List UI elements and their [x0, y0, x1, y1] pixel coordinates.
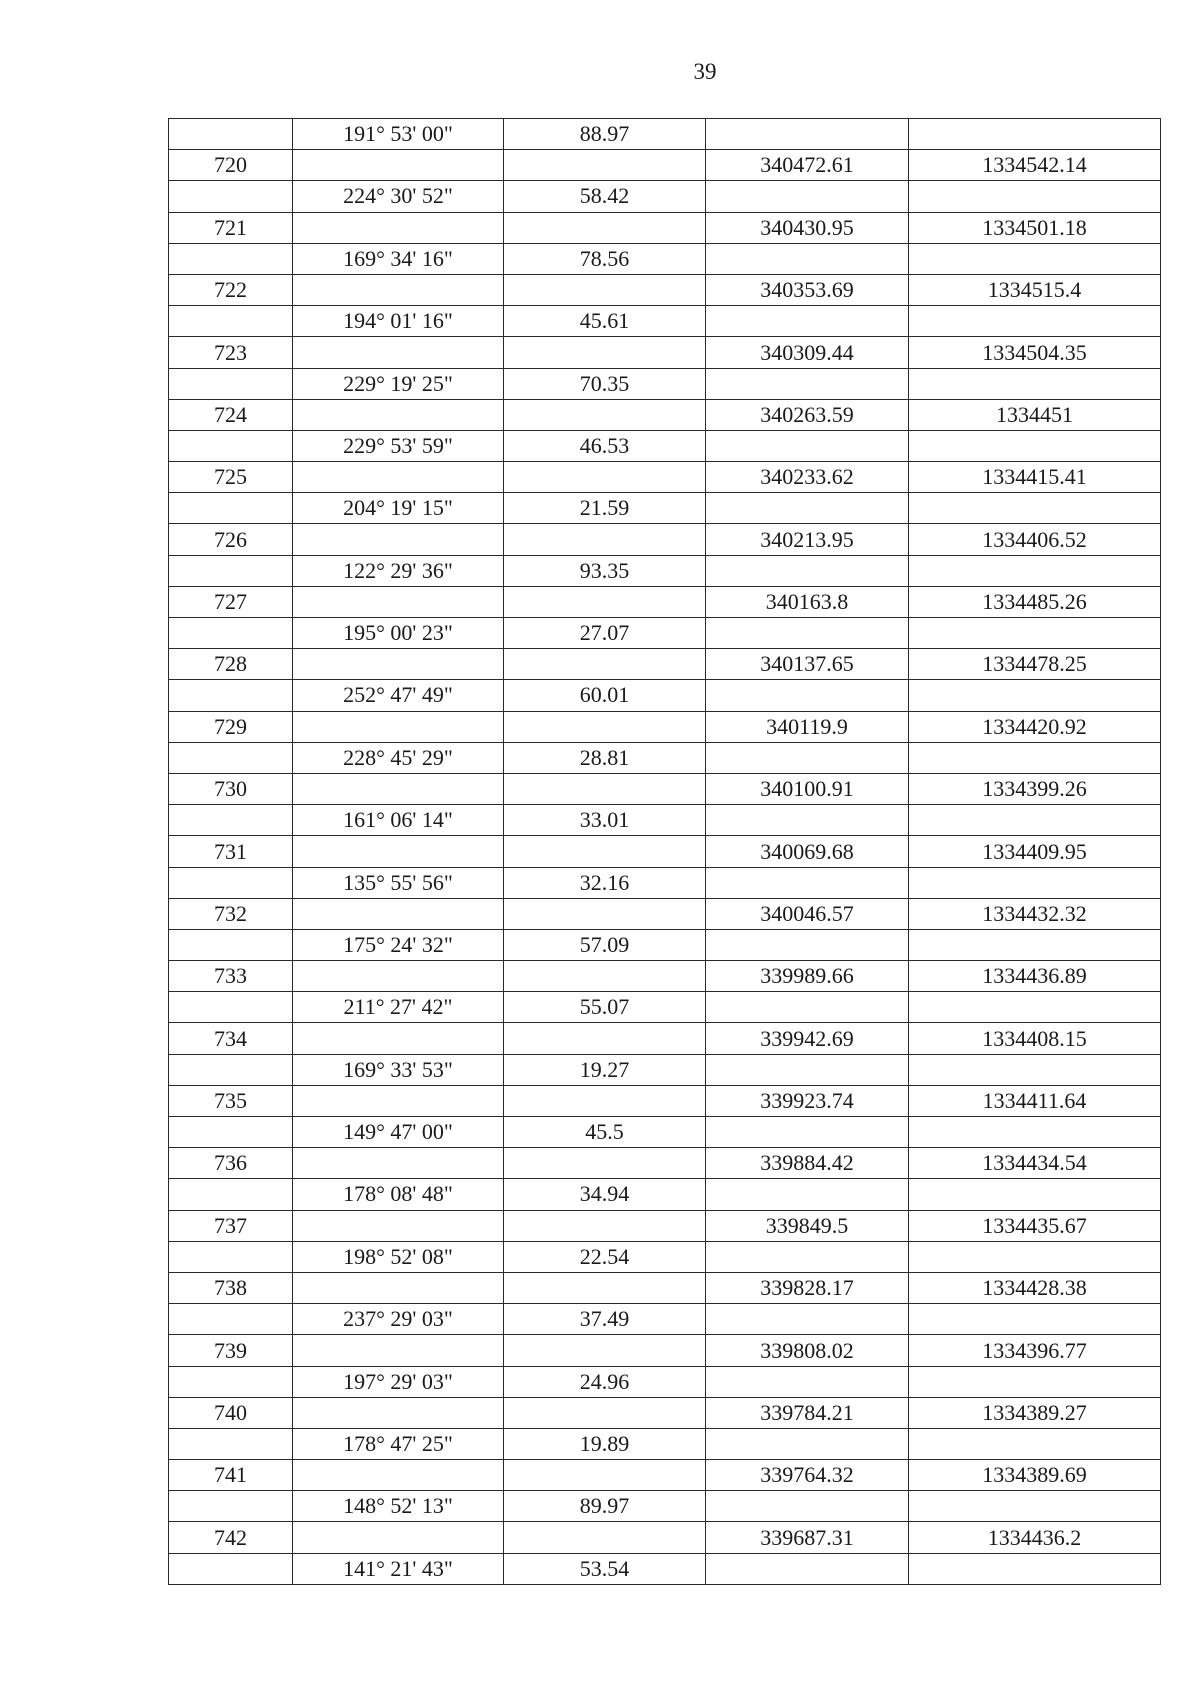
- distance-cell: 55.07: [504, 992, 706, 1023]
- easting-cell: 1334399.26: [909, 773, 1161, 804]
- station-cell: 742: [169, 1522, 293, 1553]
- easting-cell: 1334436.89: [909, 961, 1161, 992]
- station-cell: [169, 181, 293, 212]
- station-cell: [169, 368, 293, 399]
- station-cell: [169, 306, 293, 337]
- distance-cell: [504, 711, 706, 742]
- leg-row: [169, 1179, 1161, 1210]
- northing-cell: 340213.95: [706, 524, 909, 555]
- station-cell: [169, 1428, 293, 1459]
- distance-cell: 28.81: [504, 742, 706, 773]
- station-row: [169, 150, 1161, 181]
- easting-cell: 1334504.35: [909, 337, 1161, 368]
- bearing-cell: 194° 01' 16": [293, 306, 504, 337]
- bearing-cell: [293, 337, 504, 368]
- distance-cell: 53.54: [504, 1553, 706, 1584]
- distance-cell: 78.56: [504, 243, 706, 274]
- distance-cell: 21.59: [504, 493, 706, 524]
- bearing-cell: 229° 19' 25": [293, 368, 504, 399]
- northing-cell: [706, 1366, 909, 1397]
- northing-cell: [706, 181, 909, 212]
- distance-cell: [504, 1272, 706, 1303]
- northing-cell: [706, 1428, 909, 1459]
- easting-cell: [909, 680, 1161, 711]
- northing-cell: 340163.8: [706, 586, 909, 617]
- bearing-cell: 149° 47' 00": [293, 1117, 504, 1148]
- easting-cell: 1334409.95: [909, 836, 1161, 867]
- distance-cell: [504, 1023, 706, 1054]
- distance-cell: [504, 773, 706, 804]
- easting-cell: 1334435.67: [909, 1210, 1161, 1241]
- station-cell: 723: [169, 337, 293, 368]
- station-row: [169, 898, 1161, 929]
- bearing-cell: [293, 961, 504, 992]
- station-cell: [169, 1304, 293, 1335]
- station-cell: [169, 867, 293, 898]
- distance-cell: 19.89: [504, 1428, 706, 1459]
- northing-cell: [706, 430, 909, 461]
- bearing-cell: 224° 30' 52": [293, 181, 504, 212]
- northing-cell: 340119.9: [706, 711, 909, 742]
- station-row: [169, 1272, 1161, 1303]
- easting-cell: [909, 1304, 1161, 1335]
- station-cell: 738: [169, 1272, 293, 1303]
- bearing-cell: 148° 52' 13": [293, 1491, 504, 1522]
- distance-cell: [504, 898, 706, 929]
- bearing-cell: [293, 586, 504, 617]
- station-row: [169, 711, 1161, 742]
- bearing-cell: [293, 1272, 504, 1303]
- northing-cell: [706, 1304, 909, 1335]
- easting-cell: [909, 929, 1161, 960]
- northing-cell: 340046.57: [706, 898, 909, 929]
- northing-cell: 339687.31: [706, 1522, 909, 1553]
- station-cell: 737: [169, 1210, 293, 1241]
- bearing-cell: 191° 53' 00": [293, 119, 504, 150]
- distance-cell: 46.53: [504, 430, 706, 461]
- station-row: [169, 649, 1161, 680]
- station-cell: [169, 1179, 293, 1210]
- northing-cell: 340100.91: [706, 773, 909, 804]
- northing-cell: [706, 805, 909, 836]
- distance-cell: [504, 1148, 706, 1179]
- northing-cell: [706, 1553, 909, 1584]
- easting-cell: 1334451: [909, 399, 1161, 430]
- bearing-cell: [293, 1397, 504, 1428]
- station-cell: 730: [169, 773, 293, 804]
- northing-cell: 339884.42: [706, 1148, 909, 1179]
- northing-cell: [706, 1054, 909, 1085]
- northing-cell: [706, 306, 909, 337]
- northing-cell: [706, 1241, 909, 1272]
- station-cell: [169, 1117, 293, 1148]
- easting-cell: 1334432.32: [909, 898, 1161, 929]
- leg-row: [169, 1366, 1161, 1397]
- leg-row: [169, 493, 1161, 524]
- bearing-cell: [293, 1023, 504, 1054]
- distance-cell: [504, 961, 706, 992]
- station-row: [169, 1397, 1161, 1428]
- leg-row: [169, 306, 1161, 337]
- northing-cell: [706, 119, 909, 150]
- distance-cell: [504, 150, 706, 181]
- bearing-cell: [293, 836, 504, 867]
- station-cell: [169, 742, 293, 773]
- leg-row: [169, 742, 1161, 773]
- station-row: [169, 337, 1161, 368]
- bearing-cell: [293, 524, 504, 555]
- easting-cell: 1334428.38: [909, 1272, 1161, 1303]
- easting-cell: [909, 243, 1161, 274]
- distance-cell: 37.49: [504, 1304, 706, 1335]
- distance-cell: 88.97: [504, 119, 706, 150]
- bearing-cell: 175° 24' 32": [293, 929, 504, 960]
- station-cell: 727: [169, 586, 293, 617]
- northing-cell: [706, 493, 909, 524]
- station-cell: [169, 680, 293, 711]
- leg-row: [169, 805, 1161, 836]
- northing-cell: [706, 680, 909, 711]
- station-cell: [169, 493, 293, 524]
- easting-cell: 1334389.27: [909, 1397, 1161, 1428]
- station-cell: [169, 929, 293, 960]
- northing-cell: 339989.66: [706, 961, 909, 992]
- bearing-cell: 228° 45' 29": [293, 742, 504, 773]
- easting-cell: [909, 867, 1161, 898]
- easting-cell: [909, 1054, 1161, 1085]
- northing-cell: [706, 1117, 909, 1148]
- leg-row: [169, 1054, 1161, 1085]
- station-row: [169, 586, 1161, 617]
- distance-cell: [504, 1335, 706, 1366]
- distance-cell: 19.27: [504, 1054, 706, 1085]
- station-cell: 740: [169, 1397, 293, 1428]
- distance-cell: [504, 1522, 706, 1553]
- easting-cell: [909, 493, 1161, 524]
- northing-cell: [706, 929, 909, 960]
- easting-cell: [909, 992, 1161, 1023]
- northing-cell: 339764.32: [706, 1460, 909, 1491]
- bearing-cell: 169° 33' 53": [293, 1054, 504, 1085]
- station-cell: 721: [169, 212, 293, 243]
- distance-cell: [504, 399, 706, 430]
- station-cell: [169, 1553, 293, 1584]
- easting-cell: 1334436.2: [909, 1522, 1161, 1553]
- easting-cell: [909, 618, 1161, 649]
- station-row: [169, 773, 1161, 804]
- leg-row: [169, 867, 1161, 898]
- station-cell: [169, 1241, 293, 1272]
- leg-row: [169, 992, 1161, 1023]
- station-row: [169, 1522, 1161, 1553]
- easting-cell: [909, 555, 1161, 586]
- station-cell: 741: [169, 1460, 293, 1491]
- bearing-cell: [293, 898, 504, 929]
- northing-cell: 340309.44: [706, 337, 909, 368]
- leg-row: [169, 1428, 1161, 1459]
- northing-cell: 339784.21: [706, 1397, 909, 1428]
- easting-cell: [909, 181, 1161, 212]
- distance-cell: 58.42: [504, 181, 706, 212]
- easting-cell: 1334542.14: [909, 150, 1161, 181]
- northing-cell: [706, 243, 909, 274]
- distance-cell: [504, 586, 706, 617]
- leg-row: [169, 1491, 1161, 1522]
- easting-cell: 1334415.41: [909, 462, 1161, 493]
- station-row: [169, 1023, 1161, 1054]
- leg-row: [169, 555, 1161, 586]
- distance-cell: 60.01: [504, 680, 706, 711]
- bearing-cell: 229° 53' 59": [293, 430, 504, 461]
- northing-cell: 340233.62: [706, 462, 909, 493]
- station-cell: 726: [169, 524, 293, 555]
- bearing-cell: [293, 274, 504, 305]
- station-cell: 733: [169, 961, 293, 992]
- leg-row: [169, 1117, 1161, 1148]
- easting-cell: 1334485.26: [909, 586, 1161, 617]
- distance-cell: [504, 337, 706, 368]
- station-cell: 729: [169, 711, 293, 742]
- easting-cell: [909, 306, 1161, 337]
- easting-cell: [909, 1553, 1161, 1584]
- distance-cell: [504, 649, 706, 680]
- easting-cell: 1334515.4: [909, 274, 1161, 305]
- northing-cell: [706, 555, 909, 586]
- leg-row: [169, 929, 1161, 960]
- bearing-cell: [293, 1522, 504, 1553]
- northing-cell: 339808.02: [706, 1335, 909, 1366]
- easting-cell: 1334420.92: [909, 711, 1161, 742]
- station-cell: 736: [169, 1148, 293, 1179]
- leg-row: [169, 1241, 1161, 1272]
- northing-cell: [706, 368, 909, 399]
- station-cell: [169, 805, 293, 836]
- station-row: [169, 1210, 1161, 1241]
- station-cell: 731: [169, 836, 293, 867]
- easting-cell: [909, 119, 1161, 150]
- easting-cell: 1334408.15: [909, 1023, 1161, 1054]
- northing-cell: [706, 742, 909, 773]
- traverse-table-body: [169, 119, 1161, 1585]
- distance-cell: 45.5: [504, 1117, 706, 1148]
- easting-cell: 1334478.25: [909, 649, 1161, 680]
- northing-cell: [706, 992, 909, 1023]
- station-cell: 735: [169, 1085, 293, 1116]
- easting-cell: 1334406.52: [909, 524, 1161, 555]
- station-cell: [169, 555, 293, 586]
- station-row: [169, 836, 1161, 867]
- easting-cell: [909, 430, 1161, 461]
- distance-cell: [504, 1210, 706, 1241]
- distance-cell: 34.94: [504, 1179, 706, 1210]
- bearing-cell: [293, 1335, 504, 1366]
- station-cell: [169, 243, 293, 274]
- distance-cell: [504, 212, 706, 243]
- distance-cell: 24.96: [504, 1366, 706, 1397]
- leg-row: [169, 618, 1161, 649]
- distance-cell: [504, 1397, 706, 1428]
- station-cell: 739: [169, 1335, 293, 1366]
- distance-cell: 89.97: [504, 1491, 706, 1522]
- station-cell: 722: [169, 274, 293, 305]
- bearing-cell: [293, 399, 504, 430]
- station-row: [169, 524, 1161, 555]
- station-row: [169, 399, 1161, 430]
- bearing-cell: [293, 1210, 504, 1241]
- distance-cell: [504, 1085, 706, 1116]
- station-cell: [169, 430, 293, 461]
- distance-cell: 93.35: [504, 555, 706, 586]
- northing-cell: 340353.69: [706, 274, 909, 305]
- bearing-cell: 197° 29' 03": [293, 1366, 504, 1397]
- distance-cell: [504, 836, 706, 867]
- traverse-table: [168, 118, 1161, 1585]
- northing-cell: 339942.69: [706, 1023, 909, 1054]
- easting-cell: 1334501.18: [909, 212, 1161, 243]
- bearing-cell: [293, 212, 504, 243]
- easting-cell: 1334411.64: [909, 1085, 1161, 1116]
- station-row: [169, 1148, 1161, 1179]
- bearing-cell: 252° 47' 49": [293, 680, 504, 711]
- leg-row: [169, 1304, 1161, 1335]
- easting-cell: [909, 1241, 1161, 1272]
- easting-cell: [909, 1117, 1161, 1148]
- easting-cell: 1334389.69: [909, 1460, 1161, 1491]
- bearing-cell: 169° 34' 16": [293, 243, 504, 274]
- bearing-cell: [293, 1148, 504, 1179]
- northing-cell: [706, 1179, 909, 1210]
- station-cell: [169, 1366, 293, 1397]
- bearing-cell: 178° 47' 25": [293, 1428, 504, 1459]
- distance-cell: 22.54: [504, 1241, 706, 1272]
- distance-cell: 33.01: [504, 805, 706, 836]
- easting-cell: [909, 1366, 1161, 1397]
- bearing-cell: 135° 55' 56": [293, 867, 504, 898]
- bearing-cell: [293, 1085, 504, 1116]
- leg-row: [169, 181, 1161, 212]
- station-row: [169, 1335, 1161, 1366]
- leg-row: [169, 119, 1161, 150]
- easting-cell: [909, 805, 1161, 836]
- northing-cell: 339923.74: [706, 1085, 909, 1116]
- easting-cell: 1334396.77: [909, 1335, 1161, 1366]
- page-number: 39: [693, 59, 717, 84]
- station-cell: 724: [169, 399, 293, 430]
- leg-row: [169, 680, 1161, 711]
- bearing-cell: 195° 00' 23": [293, 618, 504, 649]
- northing-cell: 340069.68: [706, 836, 909, 867]
- station-row: [169, 1460, 1161, 1491]
- station-row: [169, 1085, 1161, 1116]
- bearing-cell: 204° 19' 15": [293, 493, 504, 524]
- leg-row: [169, 368, 1161, 399]
- northing-cell: 339849.5: [706, 1210, 909, 1241]
- northing-cell: [706, 867, 909, 898]
- northing-cell: [706, 618, 909, 649]
- station-cell: 732: [169, 898, 293, 929]
- distance-cell: [504, 462, 706, 493]
- station-row: [169, 274, 1161, 305]
- easting-cell: [909, 1491, 1161, 1522]
- northing-cell: 340472.61: [706, 150, 909, 181]
- bearing-cell: [293, 150, 504, 181]
- bearing-cell: [293, 649, 504, 680]
- bearing-cell: 122° 29' 36": [293, 555, 504, 586]
- easting-cell: [909, 1179, 1161, 1210]
- distance-cell: 57.09: [504, 929, 706, 960]
- distance-cell: 27.07: [504, 618, 706, 649]
- station-cell: [169, 1054, 293, 1085]
- bearing-cell: 237° 29' 03": [293, 1304, 504, 1335]
- station-cell: 720: [169, 150, 293, 181]
- easting-cell: 1334434.54: [909, 1148, 1161, 1179]
- northing-cell: [706, 1491, 909, 1522]
- bearing-cell: 178° 08' 48": [293, 1179, 504, 1210]
- station-row: [169, 961, 1161, 992]
- leg-row: [169, 1553, 1161, 1584]
- station-row: [169, 212, 1161, 243]
- station-row: [169, 462, 1161, 493]
- station-cell: [169, 992, 293, 1023]
- northing-cell: 340137.65: [706, 649, 909, 680]
- easting-cell: [909, 1428, 1161, 1459]
- bearing-cell: 141° 21' 43": [293, 1553, 504, 1584]
- distance-cell: [504, 1460, 706, 1491]
- station-cell: 725: [169, 462, 293, 493]
- bearing-cell: 211° 27' 42": [293, 992, 504, 1023]
- bearing-cell: 198° 52' 08": [293, 1241, 504, 1272]
- station-cell: [169, 618, 293, 649]
- bearing-cell: [293, 1460, 504, 1491]
- distance-cell: 70.35: [504, 368, 706, 399]
- northing-cell: 340430.95: [706, 212, 909, 243]
- station-cell: 734: [169, 1023, 293, 1054]
- station-cell: [169, 1491, 293, 1522]
- distance-cell: 32.16: [504, 867, 706, 898]
- bearing-cell: 161° 06' 14": [293, 805, 504, 836]
- easting-cell: [909, 368, 1161, 399]
- leg-row: [169, 243, 1161, 274]
- distance-cell: [504, 524, 706, 555]
- distance-cell: [504, 274, 706, 305]
- leg-row: [169, 430, 1161, 461]
- easting-cell: [909, 742, 1161, 773]
- distance-cell: 45.61: [504, 306, 706, 337]
- bearing-cell: [293, 462, 504, 493]
- station-cell: [169, 119, 293, 150]
- station-cell: 728: [169, 649, 293, 680]
- bearing-cell: [293, 773, 504, 804]
- northing-cell: 340263.59: [706, 399, 909, 430]
- northing-cell: 339828.17: [706, 1272, 909, 1303]
- bearing-cell: [293, 711, 504, 742]
